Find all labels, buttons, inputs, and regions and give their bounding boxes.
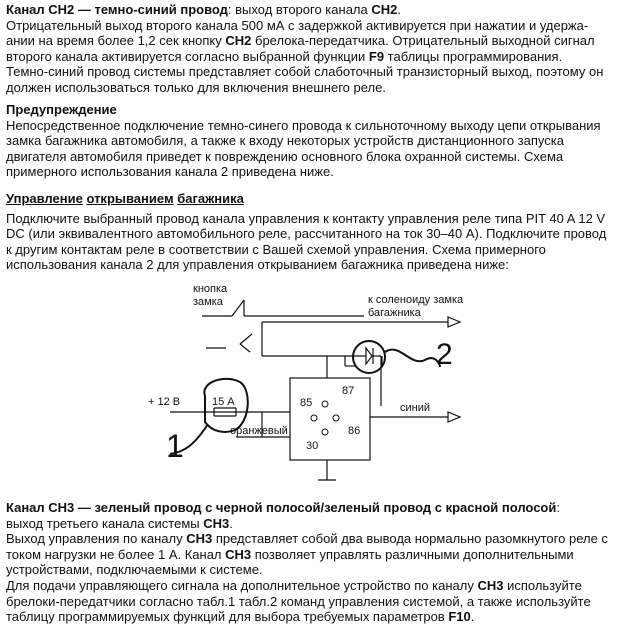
wiring-svg (0, 272, 619, 497)
label-blue-wire: синий (400, 402, 431, 414)
ch2-heading-rest: : выход второго канала (227, 2, 372, 17)
handwritten-arrow-2 (385, 350, 440, 367)
blue-wire-arrow-icon (448, 412, 460, 422)
lock-button-symbol (202, 300, 364, 352)
ch3-p2-b: используйте брелоки-передатчики согласно табл.1 табл.2 команд управления системой, а также используйте таблицу программируемых функций для выбора требуемых параметров (6, 577, 591, 625)
label-plus-12v: + 12 В (148, 396, 181, 408)
trunk-heading (6, 191, 612, 207)
ch3-paragraph-1 (6, 531, 612, 578)
ground-symbol-icon (318, 460, 336, 480)
handwritten-number-1: 1 (166, 428, 184, 464)
ch2-heading (6, 2, 612, 18)
section-ch3 (6, 500, 612, 625)
pin-87: 87 (342, 385, 355, 397)
label-solenoid-2: багажника (368, 307, 421, 319)
ch2-p1-code2: F9 (368, 48, 385, 64)
ch2-p1-b: брелока-передатчика. Отрицательный выходной сигнал второго канала активируется согласно выбранной функции (6, 33, 595, 64)
section-warning (6, 102, 612, 180)
ch3-line2-a: выход третьего канала системы (6, 515, 204, 531)
ch2-p1-c: таблицы программирования. (384, 48, 563, 64)
ch2-heading-code: CH2 (371, 2, 398, 17)
ch3-p2-a: Для подачи управляющего сигнала на дополнительное устройство по каналу (6, 577, 478, 593)
handwritten-number-2: 2 (436, 338, 453, 371)
pin-85: 85 (300, 397, 313, 409)
solenoid-arrow-icon (448, 317, 460, 327)
ch3-line2-end: . (229, 515, 233, 531)
ch3-p2-code: CH3 (477, 577, 504, 593)
pin-86: 86 (348, 425, 361, 437)
ch3-heading-colon: : (556, 500, 560, 515)
warning-text: Непосредственное подключение темно-синего провода к сильноточному выходу цепи открывания замка багажника автомобиля, а также к входу некоторых устройств дистанционного запуска двигателя автомобиля приведет к повреждению основного блока охранной системы. Схема примерного использования канала 2 приведена ниже. (6, 117, 601, 180)
label-button-2: замка (193, 296, 223, 308)
ch2-paragraph-1 (6, 18, 612, 65)
ch2-paragraph-2: Темно-синий провод системы представляет собой слаботочный транзисторный выход, поэтому он должен использоваться только для включения внешнего реле. (6, 64, 604, 95)
trunk-heading-1: Управление (6, 191, 83, 206)
trunk-text: Подключите выбранный провод канала управления к контакту управления реле типа PIT 40 A 12 V DC (или эквивалентного автомобильного реле, рассчитанного на ток 30–40 A). Подключите провод к другим контактам реле в соответствии с Вашей схемой управления. Схема примерного использования канала 2 для управления открыванием багажника приведена ниже: (6, 210, 607, 273)
ch3-p2-code2: F10 (448, 609, 471, 625)
trunk-heading-3: багажника (177, 191, 244, 206)
label-orange-wire: оранжевый (230, 425, 288, 437)
pin-30: 30 (306, 440, 319, 452)
ch3-line-2 (6, 516, 612, 532)
ch3-p1-c: позволяет управлять различными дополнительными устройствами, подключаемыми к системе. (6, 546, 574, 578)
ch3-p1-code2: CH3 (225, 546, 252, 562)
trunk-heading-2: открыванием (86, 191, 174, 206)
relay-wiring-diagram (0, 272, 619, 497)
section-trunk (6, 191, 612, 273)
ch3-line2-code: CH3 (203, 515, 230, 531)
ch2-heading-bold: Канал CH2 — темно-синий провод (6, 2, 228, 17)
label-fuse: 15 А (212, 396, 235, 408)
supply-line (170, 408, 290, 416)
relay-box (290, 378, 370, 460)
label-button-1: кнопка (193, 283, 228, 295)
ch3-p1-code: CH3 (186, 531, 213, 547)
ch3-p1-a: Выход управления по каналу (6, 531, 187, 547)
ch3-paragraph-2 (6, 578, 612, 625)
warning-heading: Предупреждение (6, 102, 117, 117)
ch3-p1-b: представляет собой два вывода нормально разомкнутого реле с током нагрузки не более 1 А. Канал (6, 531, 608, 562)
section-ch2 (6, 2, 612, 96)
ch3-heading (6, 500, 612, 516)
ch3-p2-end: . (470, 609, 475, 625)
ch2-p1-code: CH2 (225, 33, 252, 49)
ch2-heading-end: . (397, 2, 401, 17)
diode-icon (353, 341, 385, 373)
label-solenoid-1: к соленоиду замка (368, 294, 464, 306)
ch3-heading-bold: Канал CH3 — зеленый провод с черной полосой/зеленый провод с красной полосой (6, 500, 557, 515)
ch2-p1-a: Отрицательный выход второго канала 500 мА с задержкой активируется при нажатии и удержа-ании на время более 1,2 сек кнопку (6, 17, 589, 49)
